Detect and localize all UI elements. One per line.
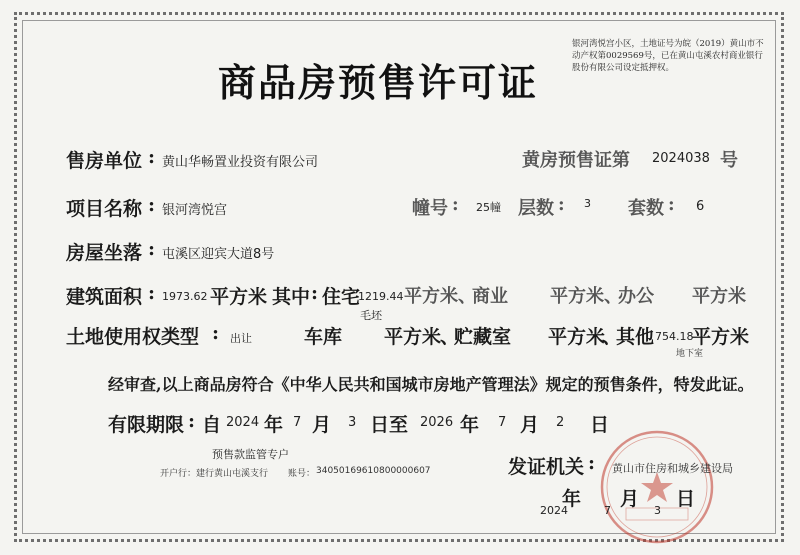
floors-label: 层数	[518, 198, 554, 219]
certificate-no-prefix: 黄房预售证第	[522, 150, 630, 171]
project-colon: :	[148, 194, 156, 216]
validity-from-month-char: 月	[312, 414, 332, 436]
land-value: 出让	[230, 332, 252, 345]
project-label: 项目名称	[66, 198, 143, 220]
validity-from-day: 3	[348, 415, 357, 430]
other-unit: 平方米	[692, 326, 750, 348]
validity-to-prefix: 日至	[370, 414, 409, 436]
residential-note: 毛坯	[360, 309, 382, 322]
residential-value: 1219.44	[358, 290, 404, 303]
floors-value: 3	[584, 197, 591, 210]
residential-label: 住宅	[322, 286, 361, 308]
units-colon: :	[668, 194, 675, 215]
issue-year-char: 年	[562, 488, 582, 510]
validity-to-month-char: 月	[520, 414, 540, 436]
seller-colon: :	[148, 146, 156, 168]
validity-to-month: 7	[498, 415, 507, 430]
validity-colon: :	[188, 410, 196, 432]
storage-unit: 平方米	[548, 326, 606, 348]
certificate-no-suffix: 号	[720, 150, 738, 171]
other-label: 其他	[616, 326, 655, 348]
residential-unit: 平方米	[404, 286, 458, 307]
garage-label: 车库	[304, 326, 343, 348]
validity-from-prefix: 自	[202, 414, 222, 436]
seller-label: 售房单位	[66, 150, 143, 172]
among-colon: :	[311, 282, 319, 304]
validity-to-year-char: 年	[460, 414, 480, 436]
comma-4: 、	[602, 326, 622, 348]
commercial-label: 商业	[472, 286, 508, 307]
escrow-account-value: 34050169610800000607	[316, 466, 431, 476]
office-unit: 平方米	[692, 286, 746, 307]
issuer-value: 黄山市住房和城乡建设局	[612, 462, 733, 475]
land-label: 土地使用权类型	[66, 326, 200, 348]
location-value: 屯溪区迎宾大道8号	[162, 247, 275, 262]
issue-month-value: 7	[604, 504, 611, 517]
location-label: 房屋坐落	[66, 242, 143, 264]
validity-to-day-char: 日	[590, 414, 610, 436]
issuer-label: 发证机关	[508, 456, 585, 478]
comma-2: 、	[604, 286, 622, 307]
validity-from-year-char: 年	[264, 414, 284, 436]
escrow-account-label: 账号：	[288, 469, 316, 479]
storage-label: 贮藏室	[454, 326, 512, 348]
escrow-heading: 预售款监管专户	[212, 448, 289, 461]
validity-from-month: 7	[293, 415, 302, 430]
area-total-unit: 平方米	[210, 286, 268, 308]
comma-1: 、	[458, 286, 476, 307]
issue-year-value: 2024	[540, 504, 568, 517]
among-label: 其中	[272, 286, 311, 308]
comma-3: 、	[440, 326, 460, 348]
project-value: 银河湾悦宫	[162, 203, 228, 218]
validity-to-year: 2026	[420, 415, 454, 430]
escrow-bank-value: 建行黄山屯溪支行	[196, 469, 269, 479]
mortgage-note: 银河湾悦宫小区，土地证号为皖（2019）黄山市不动产权第0029569号，已在黄山屯溪农村商业银行股份有限公司设定抵押权。	[572, 39, 764, 73]
validity-label: 有限期限	[108, 414, 185, 436]
validity-from-year: 2024	[226, 415, 260, 430]
garage-unit: 平方米	[384, 326, 442, 348]
area-label: 建筑面积	[66, 286, 143, 308]
seller-value: 黄山华畅置业投资有限公司	[162, 155, 319, 170]
location-colon: :	[148, 238, 156, 260]
land-colon: :	[212, 322, 220, 344]
units-value: 6	[696, 199, 705, 214]
official-seal-icon	[598, 428, 716, 546]
certificate-title: 商品房预售许可证	[218, 60, 539, 105]
issue-month-char: 月	[620, 488, 640, 510]
floors-colon: :	[558, 194, 565, 215]
building-colon: :	[452, 194, 459, 215]
validity-to-day: 2	[556, 415, 565, 430]
building-value: 25幢	[476, 201, 501, 214]
issue-day-char: 日	[676, 488, 696, 510]
approval-statement: 经审查,以上商品房符合《中华人民共和国城市房地产管理法》规定的预售条件，特发此证。	[108, 375, 754, 394]
area-colon: :	[148, 282, 156, 304]
certificate-no-value: 2024038	[652, 151, 710, 166]
other-note: 地下室	[676, 349, 704, 359]
office-label: 办公	[618, 286, 654, 307]
units-label: 套数	[628, 198, 664, 219]
issue-day-value: 3	[654, 504, 661, 517]
escrow-bank-label: 开户行：	[160, 469, 197, 479]
building-label: 幢号	[412, 198, 448, 219]
issuer-colon: :	[588, 452, 596, 474]
commercial-unit: 平方米	[550, 286, 604, 307]
other-value: 754.18	[655, 330, 694, 343]
area-total-value: 1973.62	[162, 290, 208, 303]
